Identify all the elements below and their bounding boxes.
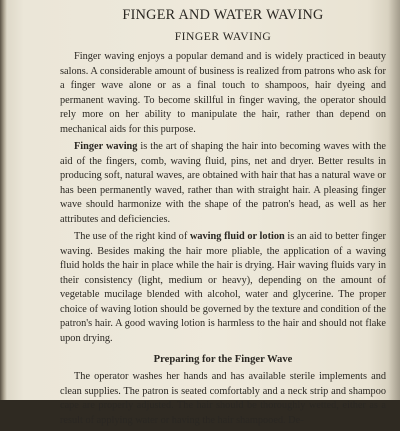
section-subtitle: FINGER WAVING <box>174 30 272 43</box>
term-finger-waving: Finger waving <box>74 141 138 152</box>
page-edge-shadow <box>388 0 400 400</box>
paragraph-preparing: The operator washes her hands and has available sterile implements and clean supplies. The patron is seated comfortably and a neck strip and shampoo cape are properly adjusted. The hair should be thoroughly wetted, either as a result of applying water or having the hair shampooed. De- <box>60 371 386 426</box>
paragraph-definition <box>60 140 386 227</box>
paragraph-fluid-text: is an aid to better finger waving. Besides making the hair more pliable, the application of a waving fluid holds the hair in place while the hair is drying. Hair waving fluids vary in their consistency (light, medium or heavy), depending on the amount of vegetable mucilage blended with alcohol, water and glycerine. The proper choice of waving lotion should be governed by the texture and condition of the patron's hair. A good waving lotion is harmless to the hair and should not flake upon drying. <box>60 231 386 344</box>
paragraph-fluid-lead: The use of the right kind of <box>74 231 190 242</box>
term-waving-fluid: waving fluid or lotion <box>189 231 285 242</box>
paragraph-waving-fluid <box>60 230 386 346</box>
page-content <box>60 0 386 431</box>
paragraph-intro: Finger waving enjoys a popular demand and is widely practiced in beauty salons. A considerable amount of business is realized from patrons who ask for a finger wave alone or as a final touch to shampoos, hair dyeing and permanent waving. To become skillful in finger waving, the operator should rely more on her ability to manipulate the hair, rather than depend on mechanical aids for this purpose. <box>60 51 386 135</box>
chapter-title: FINGER AND WATER WAVING <box>122 7 324 23</box>
page-spine-shadow <box>0 0 7 400</box>
section-heading-preparing: Preparing for the Finger Wave <box>153 354 293 365</box>
paragraph-definition-text: is the art of shaping the hair into becoming waves with the aid of the fingers, comb, waving fluid, pins, net and dryer. Better results in producing soft, natural waves, are obtained with hair that has a natural wave or has been permanently waved, rather than with straight hair. A pleasing finger wave should harmonize with the shape of the patron's head, as well as her attributes and deficiencies. <box>60 141 386 225</box>
